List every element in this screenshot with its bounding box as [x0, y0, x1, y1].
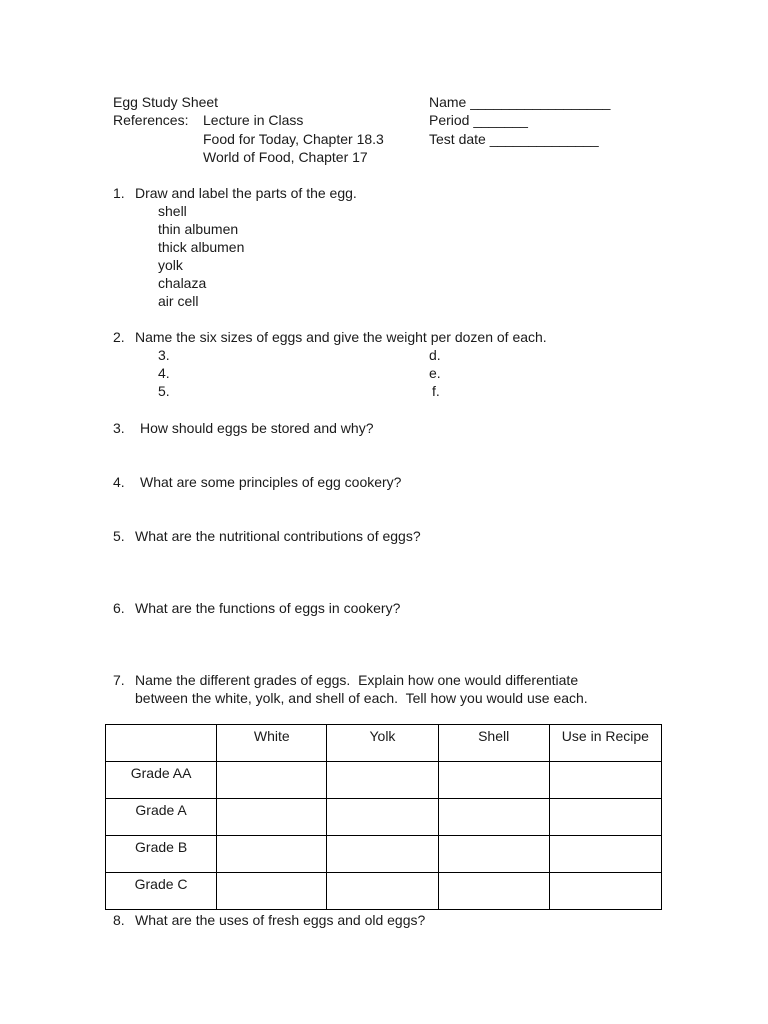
q1-number: 1. [113, 185, 125, 201]
answer-cell[interactable] [438, 873, 549, 910]
reference-lecture: Lecture in Class [203, 112, 304, 128]
table-header-cell [549, 725, 661, 762]
q4-number: 4. [113, 474, 125, 490]
grade-label-cell [106, 836, 217, 873]
table-row [106, 836, 662, 873]
q7-text-line1: Name the different grades of eggs. Explain how one would differentiate [135, 672, 579, 688]
table-header-cell [217, 725, 327, 762]
grade-label: Grade B [135, 839, 188, 855]
grade-label: Grade AA [130, 765, 192, 781]
q8-number: 8. [113, 912, 125, 928]
answer-cell[interactable] [549, 873, 661, 910]
q2-text: Name the six sizes of eggs and give the weight per dozen of each. [135, 329, 547, 345]
egg-part-item: yolk [158, 257, 183, 273]
q7-number: 7. [113, 672, 125, 688]
size-item-left: 3. [158, 347, 170, 363]
q3-text: How should eggs be stored and why? [140, 420, 374, 436]
q2-number: 2. [113, 329, 125, 345]
answer-cell[interactable] [327, 836, 438, 873]
sheet-title: Egg Study Sheet [113, 94, 219, 110]
answer-cell[interactable] [549, 836, 661, 873]
header-yolk: Yolk [369, 728, 396, 744]
grade-label-cell [106, 762, 217, 799]
q7-text-line2: between the white, yolk, and shell of each. Tell how you would use each. [135, 690, 588, 706]
answer-cell[interactable] [549, 799, 661, 836]
reference-food-for-today: Food for Today, Chapter 18.3 [203, 131, 384, 147]
period-field[interactable]: Period _______ [429, 112, 528, 128]
egg-part-item: thin albumen [158, 221, 239, 237]
size-item-left: 4. [158, 365, 170, 381]
egg-part-item: thick albumen [158, 239, 245, 255]
table-header-cell [106, 725, 217, 762]
egg-grades-table [105, 724, 662, 910]
grade-label-cell [106, 873, 217, 910]
header-white: White [253, 728, 290, 744]
answer-cell[interactable] [438, 799, 549, 836]
table-header-cell [438, 725, 549, 762]
answer-cell[interactable] [327, 799, 438, 836]
table-row [106, 873, 662, 910]
size-item-left: 5. [158, 383, 170, 399]
answer-cell[interactable] [217, 836, 327, 873]
q5-number: 5. [113, 528, 125, 544]
q6-number: 6. [113, 600, 125, 616]
name-field[interactable]: Name __________________ [429, 94, 611, 110]
grade-label: Grade A [135, 802, 187, 818]
q4-text: What are some principles of egg cookery? [140, 474, 402, 490]
q3-number: 3. [113, 420, 125, 436]
answer-cell[interactable] [549, 762, 661, 799]
test-date-field[interactable]: Test date ______________ [429, 131, 599, 147]
egg-part-item: shell [158, 203, 187, 219]
answer-cell[interactable] [217, 799, 327, 836]
answer-cell[interactable] [327, 762, 438, 799]
grade-label-cell [106, 799, 217, 836]
answer-cell[interactable] [217, 873, 327, 910]
reference-world-of-food: World of Food, Chapter 17 [203, 149, 368, 165]
table-row [106, 799, 662, 836]
table-header-row [106, 725, 662, 762]
size-item-right: d. [429, 347, 441, 363]
header-shell: Shell [478, 728, 510, 744]
size-item-right: e. [429, 365, 441, 381]
answer-cell[interactable] [438, 836, 549, 873]
q6-text: What are the functions of eggs in cookery? [135, 600, 401, 616]
answer-cell[interactable] [438, 762, 549, 799]
grade-label: Grade C [134, 876, 188, 892]
header-use-in-recipe: Use in Recipe [561, 728, 649, 744]
q1-text: Draw and label the parts of the egg. [135, 185, 357, 201]
references-label: References: [113, 112, 189, 128]
egg-part-item: air cell [158, 293, 199, 309]
q8-text: What are the uses of fresh eggs and old eggs? [135, 912, 426, 928]
table-row [106, 762, 662, 799]
answer-cell[interactable] [327, 873, 438, 910]
egg-part-item: chalaza [158, 275, 207, 291]
q5-text: What are the nutritional contributions of eggs? [135, 528, 421, 544]
answer-cell[interactable] [217, 762, 327, 799]
size-item-right: f. [432, 383, 440, 399]
table-header-cell [327, 725, 438, 762]
